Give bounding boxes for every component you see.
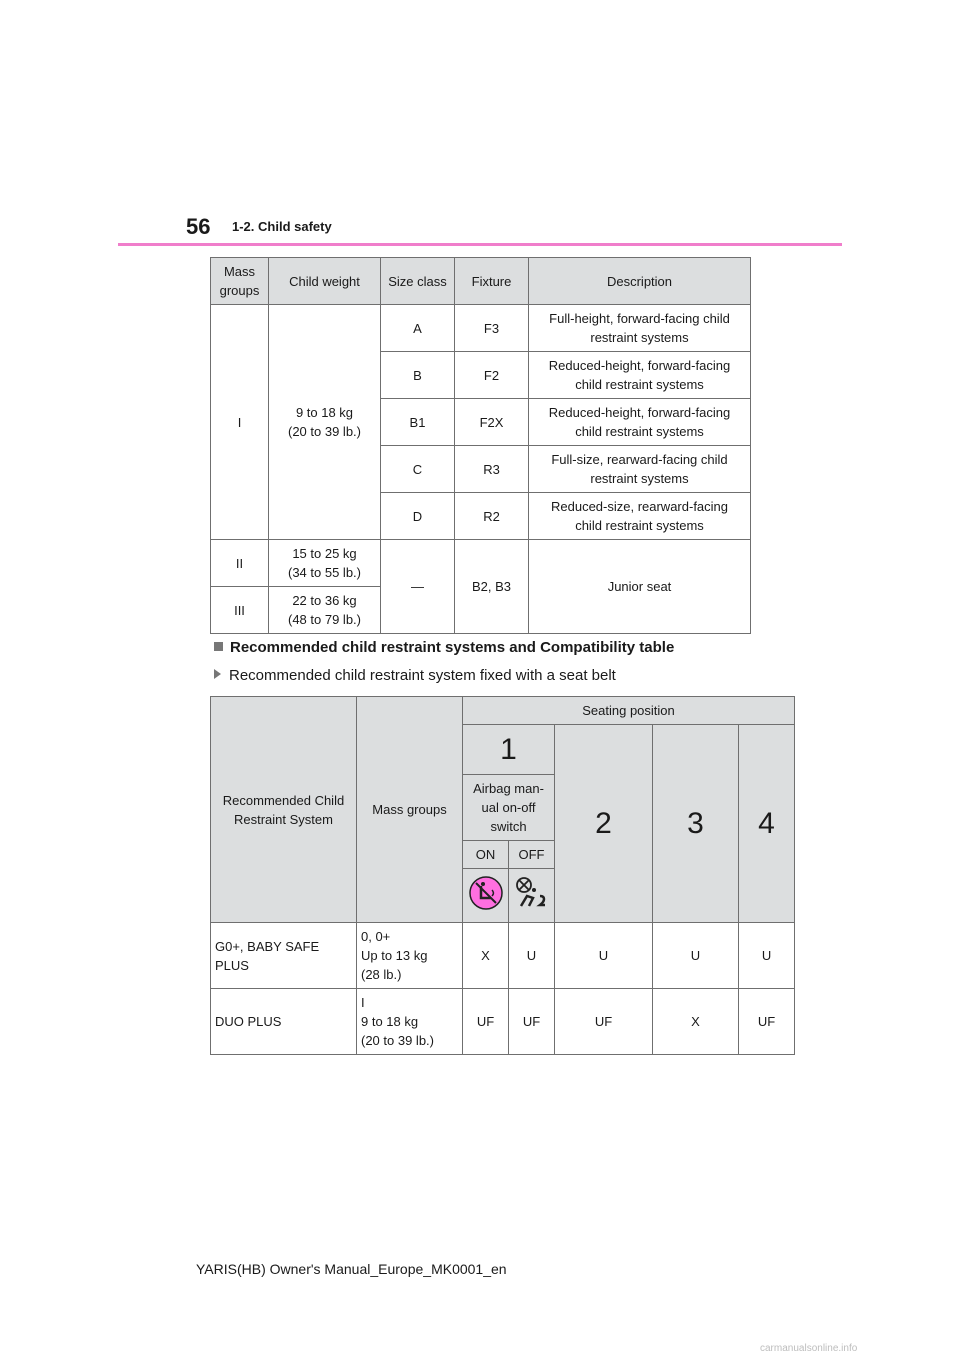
fixture-cell: R2	[455, 493, 529, 540]
mass-group-cell: III	[211, 587, 269, 634]
description-line: child restraint systems	[575, 377, 704, 392]
mass-line: 0, 0+	[361, 929, 391, 944]
description-cell: Junior seat	[529, 540, 751, 634]
weight-kg: 9 to 18 kg	[295, 405, 354, 420]
footer-text: YARIS(HB) Owner's Manual_Europe_MK0001_en	[196, 1261, 507, 1277]
mass-line: I	[361, 995, 365, 1010]
watermark: carmanualsonline.info	[760, 1343, 858, 1354]
section-heading-text: Recommended child restraint systems and Compatibility table	[230, 639, 675, 656]
airbag-on-header: ON	[463, 841, 509, 869]
sub-heading-text: Recommended child restraint system fixed with a seat belt	[229, 667, 616, 684]
page-number: 56	[186, 214, 211, 239]
seat-position-3	[653, 725, 739, 923]
airbag-switch-header	[463, 775, 555, 841]
description-cell	[529, 305, 751, 352]
description-cell	[529, 493, 751, 540]
description-line: Reduced-size, rearward-facing	[550, 499, 729, 514]
header-fixture: Fixture	[455, 258, 529, 305]
airbag-label-line: switch	[490, 819, 527, 834]
description-cell	[529, 399, 751, 446]
restraint-name-line: G0+, BABY SAFE	[215, 938, 320, 954]
mass-line: 9 to 18 kg	[361, 1014, 419, 1029]
seat-position-4	[739, 725, 795, 923]
size-class-cell: D	[381, 493, 455, 540]
size-class-cell: B	[381, 352, 455, 399]
size-class-cell: B1	[381, 399, 455, 446]
description-line: child restraint systems	[575, 518, 704, 533]
table-row	[211, 305, 751, 352]
fixture-cell: R3	[455, 446, 529, 493]
header-description: Description	[529, 258, 751, 305]
compat-cell: U	[555, 923, 653, 989]
sub-heading	[214, 667, 616, 684]
airbag-label-line: ual on-off	[481, 800, 536, 815]
description-line: Full-height, forward-facing child	[549, 311, 730, 326]
weight-lb: (20 to 39 lb.)	[288, 424, 361, 439]
square-bullet-icon	[214, 642, 223, 651]
description-line: restraint systems	[590, 330, 689, 345]
seat-position-2	[555, 725, 653, 923]
mass-group-cell: I	[211, 305, 269, 540]
position-4-number: 4	[758, 806, 775, 840]
fixture-cell: F2	[455, 352, 529, 399]
airbag-label-line: Airbag man-	[473, 781, 544, 796]
restraint-name-cell	[211, 923, 357, 989]
seat-position-1	[463, 725, 555, 775]
header-rule	[118, 243, 842, 246]
description-line: Reduced-height, forward-facing	[548, 358, 731, 373]
mass-line: (28 lb.)	[361, 967, 402, 982]
table-row	[211, 540, 751, 587]
airbag-off-icon-cell	[509, 869, 555, 923]
table-row	[211, 989, 795, 1055]
restraint-name-line: DUO PLUS	[215, 1014, 282, 1029]
restraint-name-cell	[211, 989, 357, 1055]
compatibility-table	[210, 696, 795, 1055]
mass-group-cell	[357, 989, 463, 1055]
compat-cell: UF	[509, 989, 555, 1055]
weight-kg: 22 to 36 kg	[292, 593, 357, 608]
airbag-on-icon	[469, 876, 503, 910]
restraint-name-line: PLUS	[215, 957, 249, 973]
size-class-cell: —	[381, 540, 455, 634]
compat-cell: U	[739, 923, 795, 989]
fixture-cell: B2, B3	[455, 540, 529, 634]
triangle-bullet-icon	[214, 669, 221, 679]
fixture-cell: F2X	[455, 399, 529, 446]
size-class-cell: C	[381, 446, 455, 493]
description-line: Reduced-height, forward-facing	[548, 405, 731, 420]
compat-cell: UF	[739, 989, 795, 1055]
airbag-on-icon-cell	[463, 869, 509, 923]
description-line: restraint systems	[590, 471, 689, 486]
mass-line: (20 to 39 lb.)	[361, 1033, 434, 1048]
description-line: Full-size, rearward-facing child	[551, 452, 728, 467]
header-seating-position: Seating position	[463, 697, 795, 725]
position-1-number: 1	[500, 732, 517, 766]
position-3-number: 3	[687, 806, 704, 840]
compat-cell: UF	[463, 989, 509, 1055]
airbag-off-header: OFF	[509, 841, 555, 869]
table-header-row	[211, 697, 795, 725]
description-cell	[529, 352, 751, 399]
table-row	[211, 923, 795, 989]
size-class-table	[210, 257, 751, 634]
header-mass-groups: Mass groups	[211, 258, 269, 305]
mass-line: Up to 13 kg	[361, 948, 428, 963]
section-heading	[214, 639, 674, 656]
size-class-cell: A	[381, 305, 455, 352]
position-2-number: 2	[595, 806, 612, 840]
header-restraint-system: Recommended Child Restraint System	[211, 697, 357, 923]
weight-lb: (48 to 79 lb.)	[288, 612, 361, 627]
child-weight-cell	[269, 305, 381, 540]
airbag-off-icon	[513, 876, 551, 910]
compat-cell: U	[653, 923, 739, 989]
header-child-weight: Child weight	[269, 258, 381, 305]
header-mass-groups: Mass groups	[357, 697, 463, 923]
mass-group-cell: II	[211, 540, 269, 587]
weight-lb: (34 to 55 lb.)	[288, 565, 361, 580]
description-cell	[529, 446, 751, 493]
description-line: child restraint systems	[575, 424, 704, 439]
mass-group-cell	[357, 923, 463, 989]
compat-cell: U	[509, 923, 555, 989]
child-weight-cell	[269, 540, 381, 587]
compat-cell: X	[463, 923, 509, 989]
header-size-class: Size class	[381, 258, 455, 305]
table-header-row	[211, 258, 751, 305]
child-weight-cell	[269, 587, 381, 634]
fixture-cell: F3	[455, 305, 529, 352]
compat-cell: UF	[555, 989, 653, 1055]
weight-kg: 15 to 25 kg	[292, 546, 357, 561]
section-title: 1-2. Child safety	[232, 219, 332, 234]
compat-cell: X	[653, 989, 739, 1055]
